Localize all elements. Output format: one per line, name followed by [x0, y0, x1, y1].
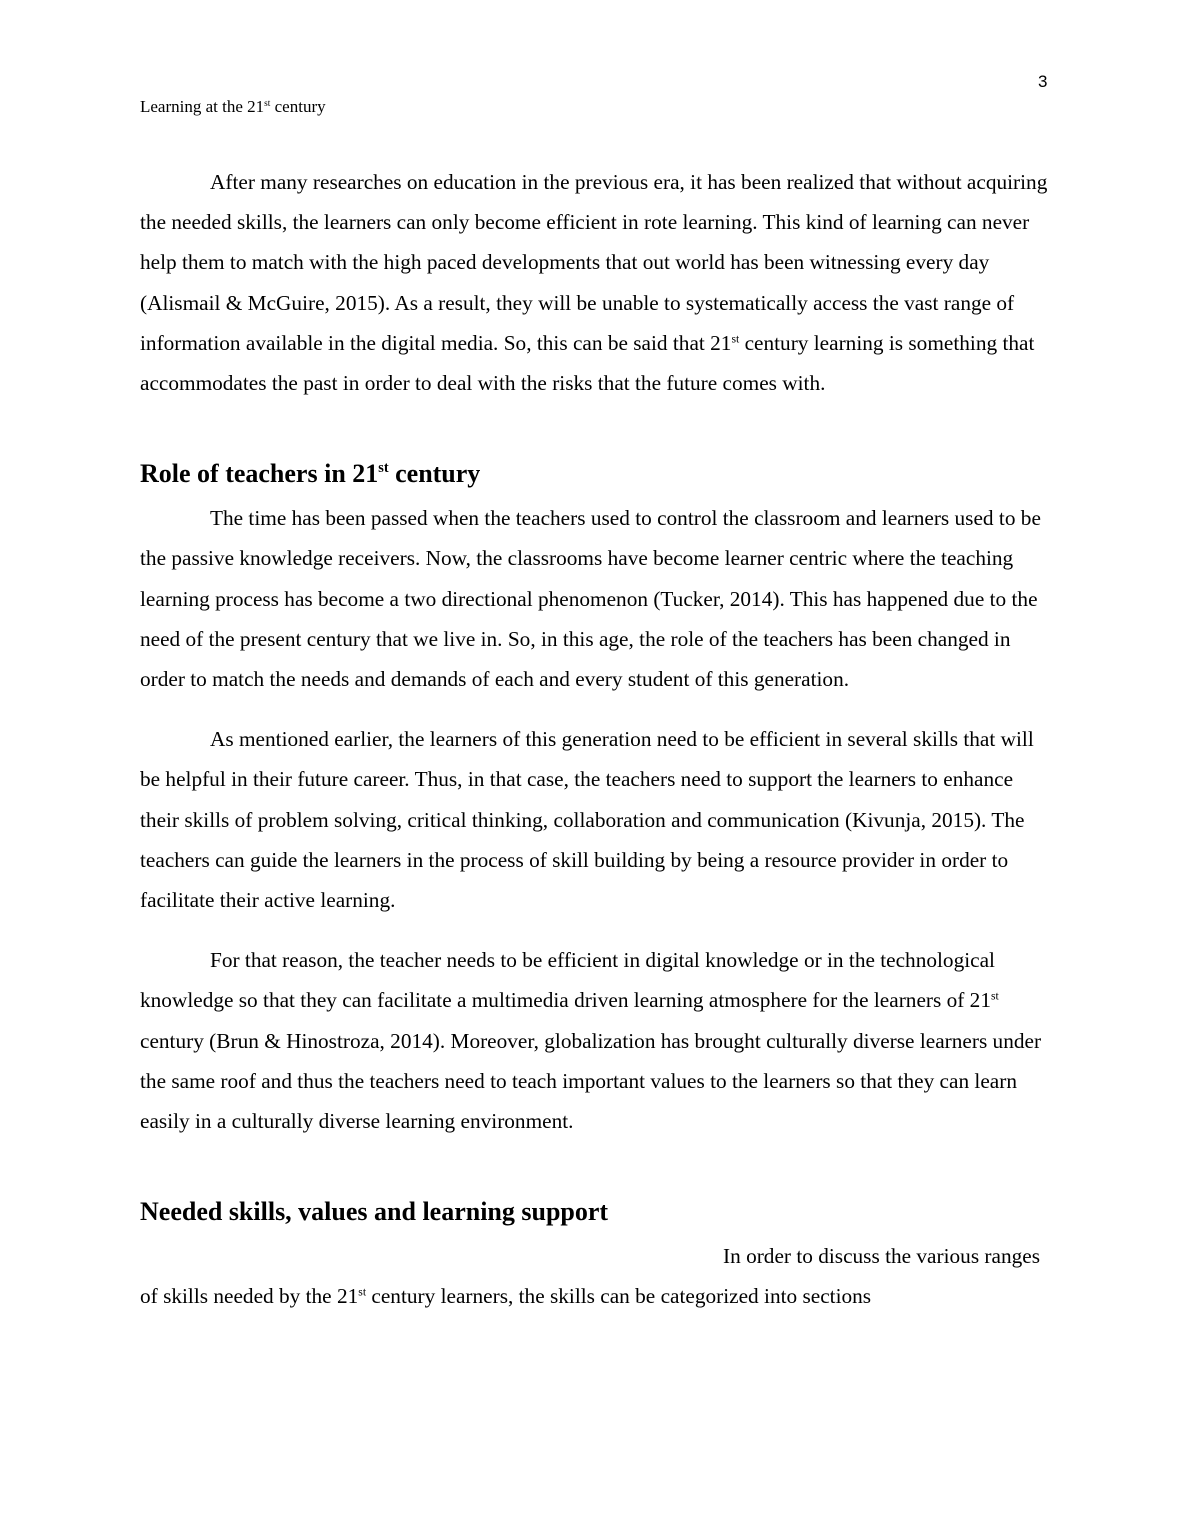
- running-head: [140, 97, 326, 117]
- intro-text-start: After many researches on education in the previous era, it has been realized that without acquiring the needed skills, the learners can only become efficient in rote learning. This kind of learning can never help them to match with the high paced developments that out world has been witnessing every day (Alismail & McGuire, 2015). As a result, they will be unable to systematically access the vast range of information available in the digital media. So, this can be said that 21: [140, 170, 1048, 355]
- teachers-p3-superscript: st: [990, 989, 999, 1003]
- heading-text-end: century: [388, 459, 481, 489]
- teachers-paragraph-3: [140, 940, 1055, 1141]
- heading-text-start: Role of teachers in 21: [140, 459, 379, 489]
- skills-p1-superscript: st: [358, 1285, 367, 1299]
- page-number: 3: [1038, 72, 1048, 91]
- heading-superscript: st: [378, 460, 389, 477]
- running-head-text: Learning at the 21: [140, 97, 265, 116]
- teachers-p3-text-end: century (Brun & Hinostroza, 2014). Moreover, globalization has brought culturally diverse learners under the same roof and thus the teachers need to teach important values to the learners so that they can learn easily in a culturally diverse learning environment.: [140, 1028, 1042, 1134]
- teachers-p3-text-start: For that reason, the teacher needs to be efficient in digital knowledge or in the technological knowledge so that they can facilitate a multimedia driven learning atmosphere for the learners of 21: [140, 948, 995, 1013]
- section-heading-skills: Needed skills, values and learning support: [140, 1197, 609, 1227]
- teachers-paragraph-2: As mentioned earlier, the learners of this generation need to be efficient in several skills that will be helpful in their future career. Thus, in that case, the teachers need to support the learners to enhance their skills of problem solving, critical thinking, collaboration and communication (Kivunja, 2015). The teachers can guide the learners in the process of skill building by being a resource provider in order to facilitate their active learning.: [140, 727, 1034, 913]
- section-heading-teachers: [140, 456, 1055, 492]
- document-body: [140, 162, 1055, 1317]
- skills-p1-text-end: century learners, the skills can be categorized into sections: [366, 1284, 872, 1309]
- skills-paragraph-1: [140, 1236, 1055, 1316]
- teachers-paragraph-1: The time has been passed when the teachers used to control the classroom and learners used to be the passive knowledge receivers. Now, the classrooms have become learner centric where the teaching learning process has become a two directional phenomenon (Tucker, 2014). This has happened due to the need of the present century that we live in. So, in this age, the role of the teachers has been changed in order to match the needs and demands of each and every student of this generation.: [140, 506, 1041, 692]
- intro-superscript: st: [731, 332, 740, 346]
- intro-text-end: century learning is something that accommodates the past in order to deal with the risks that the future comes with.: [140, 330, 1035, 396]
- intro-paragraph: [140, 162, 1055, 403]
- running-head-superscript: st: [264, 98, 271, 109]
- skills-p1-text-start: In order to discuss the various ranges of skills needed by the 21: [140, 1244, 1041, 1309]
- running-head-text-end: century: [270, 97, 326, 116]
